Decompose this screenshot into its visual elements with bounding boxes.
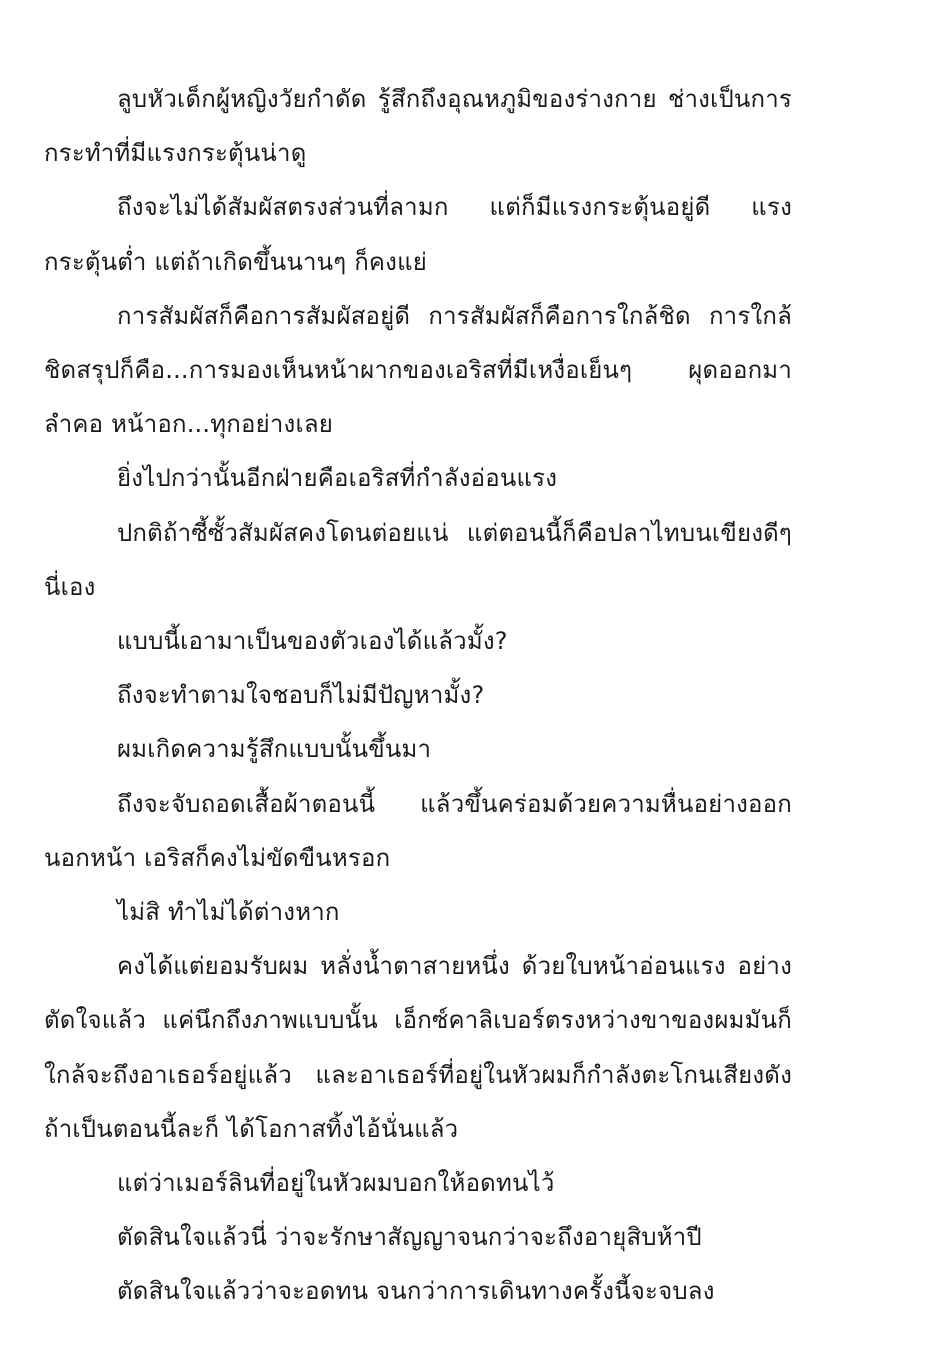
paragraph-14: ตัดสินใจแล้วว่าจะอดทน จนกว่าการเดินทางครั้งนี้จะจบลง (117, 1277, 715, 1306)
paragraph-8: ผมเกิดความรู้สึกแบบนั้นขึ้นมา (117, 735, 432, 764)
paragraph-3: การสัมผัสก็คือการสัมผัสอยู่ดี การสัมผัสก็คือการใกล้ชิด การใกล้ชิดสรุปก็คือ...การมองเห็นหน้าผากของเอริสที่มีเหงื่อเย็นๆ ผุดออกมา ลำคอ หน้าอก...ทุกอย่างเลย (44, 301, 792, 439)
paragraph-1: ลูบหัวเด็กผู้หญิงวัยกำดัด รู้สึกถึงอุณหภูมิของร่างกาย ช่างเป็นการกระทำที่มีแรงกระตุ้นน่าดู (44, 85, 792, 168)
body-text (44, 72, 792, 1319)
paragraph-9: ถึงจะจับถอดเสื้อผ้าตอนนี้ แล้วขึ้นคร่อมด้วยความหื่นอย่างออกนอกหน้า เอริสก็คงไม่ขัดขืนหรอก (44, 789, 792, 872)
paragraph-5: ปกติถ้าซี้ซั้วสัมผัสคงโดนต่อยแน่ แต่ตอนนี้ก็คือปลาไทบนเขียงดีๆ นี่เอง (44, 518, 792, 601)
paragraph-6: แบบนี้เอามาเป็นของตัวเองได้แล้วมั้ง? (117, 627, 508, 656)
paragraph-10: ไม่สิ ทำไม่ได้ต่างหาก (117, 898, 340, 927)
paragraph-11: คงได้แต่ยอมรับผม หลั่งน้ำตาสายหนึ่ง ด้วยใบหน้าอ่อนแรง อย่างตัดใจแล้ว แค่นึกถึงภาพแบบนั้น เอ็กซ์คาลิเบอร์ตรงหว่างขาของผมมันก็ใกล้จะถึงอาเธอร์อยู่แล้ว และอาเธอร์ที่อยู่ในหัวผมก็กำลังตะโกนเสียงดังถ้าเป็นตอนนี้ละก็ ได้โอกาสทิ้งไอ้นั่นแล้ว (44, 952, 792, 1143)
paragraph-2: ถึงจะไม่ได้สัมผัสตรงส่วนที่ลามก แต่ก็มีแรงกระตุ้นอยู่ดี แรงกระตุ้นต่ำ แต่ถ้าเกิดขึ้นนานๆ ก็คงแย่ (44, 193, 792, 276)
paragraph-7: ถึงจะทำตามใจชอบก็ไม่มีปัญหามั้ง? (117, 681, 485, 710)
paragraph-13: ตัดสินใจแล้วนี่ ว่าจะรักษาสัญญาจนกว่าจะถึงอายุสิบห้าปี (117, 1223, 702, 1252)
paragraph-12: แต่ว่าเมอร์ลินที่อยู่ในหัวผมบอกให้อดทนไว้ (117, 1169, 555, 1198)
paragraph-4: ยิ่งไปกว่านั้นอีกฝ่ายคือเอริสที่กำลังอ่อนแรง (117, 464, 558, 493)
